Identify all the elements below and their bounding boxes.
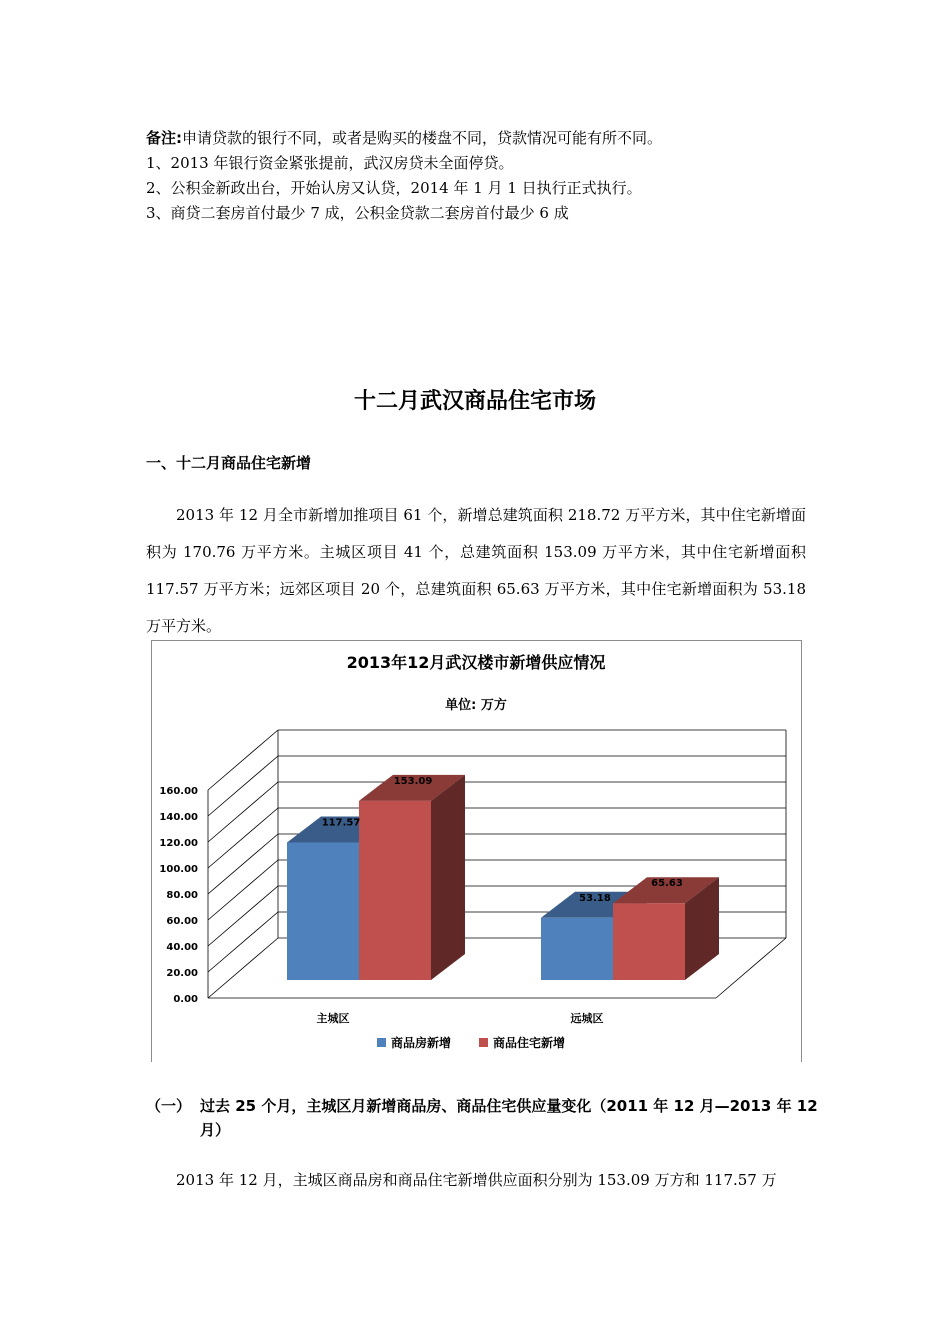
chart-title: 2013年12月武汉楼市新增供应情况 (346, 653, 606, 672)
legend-label: 商品房新增 (391, 1036, 452, 1050)
legend-swatch (479, 1038, 488, 1047)
grid-diagonal (208, 912, 278, 972)
subsection-paragraph: 2013 年 12 月，主城区商品房和商品住宅新增供应面积分别为 153.09 万方和 117.57 万 (176, 1171, 777, 1189)
x-tick-label: 远城区 (570, 1012, 604, 1025)
y-tick-label: 20.00 (166, 968, 198, 979)
data-label: 53.18 (579, 892, 611, 904)
floor-right (716, 938, 786, 998)
y-tick-label: 120.00 (159, 838, 198, 849)
subsection-heading: 过去 25 个月，主城区月新增商品房、商品住宅供应量变化（2011 年 12 月—2013 年 12 月） (200, 1097, 818, 1139)
section-paragraph: 2013 年 12 月全市新增加推项目 61 个，新增总建筑面积 218.72 万平方米，其中住宅新增面积为 170.76 万平方米。主城区项目 41 个，总建筑面积 153.09 万平方米，其中住宅新增面积 117.57 万平方米；远郊区项目 20 个，总建筑面积 65.63 万平方米，其中住宅新增面积为 53.18 万平方米。 (146, 506, 806, 635)
y-tick-label: 0.00 (173, 994, 198, 1005)
data-label: 65.63 (651, 878, 683, 890)
legend-swatch (377, 1038, 386, 1047)
subsection-number: （一） (146, 1097, 192, 1115)
y-tick-label: 60.00 (166, 916, 198, 927)
chart-container (151, 640, 802, 1062)
y-tick-label: 140.00 (159, 812, 198, 823)
bar-front (287, 842, 359, 980)
bar-front (359, 801, 431, 980)
x-tick-label: 主城区 (316, 1012, 350, 1025)
grid-diagonal (208, 938, 278, 998)
data-label: 117.57 (321, 817, 361, 829)
y-tick-label: 40.00 (166, 942, 198, 953)
y-tick-label: 80.00 (166, 890, 198, 901)
grid-diagonal (208, 756, 278, 816)
bar-side (431, 775, 465, 980)
supply-chart (152, 641, 801, 1062)
data-label: 153.09 (393, 775, 433, 787)
grid-diagonal (208, 860, 278, 920)
grid-diagonal (208, 808, 278, 868)
notes-item-2: 2、公积金新政出台，开始认房又认贷，2014 年 1 月 1 日执行正式执行。 (146, 179, 642, 197)
grid-diagonal (208, 730, 278, 790)
legend-label: 商品住宅新增 (493, 1036, 566, 1050)
chart-legend (377, 1035, 565, 1050)
notes-label: 备注: (146, 129, 182, 147)
section-heading: 一、十二月商品住宅新增 (146, 454, 312, 472)
notes-item-3: 3、商贷二套房首付最少 7 成，公积金贷款二套房首付最少 6 成 (146, 204, 569, 222)
notes-block (146, 128, 662, 228)
bar-front (613, 903, 685, 980)
notes-line (146, 128, 662, 153)
y-tick-label: 160.00 (159, 786, 198, 797)
grid-diagonal (208, 782, 278, 842)
notes-item-1: 1、2013 年银行资金紧张提前，武汉房贷未全面停贷。 (146, 154, 514, 172)
grid-diagonal (208, 886, 278, 946)
bar-front (541, 918, 613, 980)
notes-text: 申请贷款的银行不同，或者是购买的楼盘不同，贷款情况可能有所不同。 (182, 129, 663, 147)
grid-diagonal (208, 834, 278, 894)
chart-subtitle: 单位: 万方 (445, 698, 507, 713)
page-title: 十二月武汉商品住宅市场 (353, 389, 596, 414)
y-tick-label: 100.00 (159, 864, 198, 875)
